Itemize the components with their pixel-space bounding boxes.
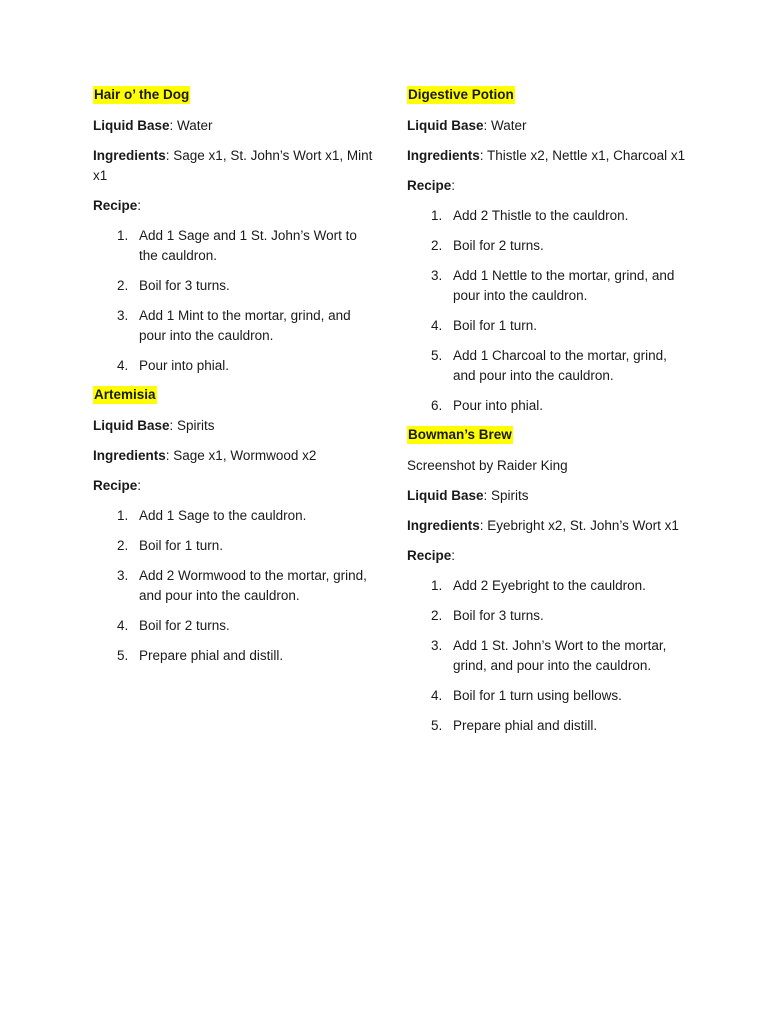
- step-item: [431, 346, 687, 386]
- recipe-label: Recipe: [93, 478, 138, 493]
- recipe-label: Recipe: [93, 198, 138, 213]
- step-number: 3.: [117, 568, 129, 583]
- recipe-title: Artemisia: [94, 387, 156, 402]
- step-item: [117, 566, 373, 606]
- step-number: 3.: [431, 268, 443, 283]
- ingredients-value: Sage x1, Wormwood x2: [173, 448, 317, 463]
- step-item: [117, 226, 373, 266]
- step-item: [431, 716, 687, 736]
- recipe-steps: [93, 506, 373, 666]
- step-number: 4.: [431, 318, 443, 333]
- step-number: 4.: [431, 688, 443, 703]
- liquid-base-value: Water: [177, 118, 213, 133]
- step-text: Add 2 Wormwood to the mortar, grind, and pour into the cauldron.: [139, 568, 367, 603]
- recipe-line: Recipe:: [407, 178, 456, 193]
- step-item: [117, 306, 373, 346]
- ingredients-value: Sage x1, St. John’s Wort x1, Mint x1: [93, 148, 373, 183]
- liquid-base-value: Spirits: [491, 488, 529, 503]
- ingredients-label: Ingredients: [93, 148, 166, 163]
- ingredients-line: Ingredients: Thistle x2, Nettle x1, Charcoal x1: [407, 148, 686, 163]
- step-text: Add 2 Thistle to the cauldron.: [453, 208, 629, 223]
- ingredients-line: Ingredients: Eyebright x2, St. John’s Wort x1: [407, 518, 679, 533]
- step-item: [431, 266, 687, 306]
- step-item: [431, 396, 687, 416]
- step-number: 5.: [431, 348, 443, 363]
- ingredients-label: Ingredients: [407, 518, 480, 533]
- step-text: Boil for 2 turns.: [139, 618, 230, 633]
- step-item: [431, 316, 687, 336]
- liquid-base-line: Liquid Base: Water: [93, 118, 213, 133]
- step-text: Boil for 3 turns.: [453, 608, 544, 623]
- step-item: [117, 646, 373, 666]
- step-number: 2.: [117, 278, 129, 293]
- step-text: Add 1 Nettle to the mortar, grind, and pour into the cauldron.: [453, 268, 675, 303]
- step-number: 2.: [431, 238, 443, 253]
- step-text: Add 2 Eyebright to the cauldron.: [453, 578, 646, 593]
- step-text: Boil for 3 turns.: [139, 278, 230, 293]
- step-item: [431, 576, 687, 596]
- recipe-steps: [93, 226, 373, 376]
- step-text: Boil for 1 turn using bellows.: [453, 688, 622, 703]
- step-text: Add 1 Mint to the mortar, grind, and pour into the cauldron.: [139, 308, 351, 343]
- step-item: [431, 686, 687, 706]
- step-number: 1.: [117, 508, 129, 523]
- recipe-artemisia: [93, 386, 373, 666]
- recipe-title: Bowman’s Brew: [408, 427, 512, 442]
- step-number: 1.: [117, 228, 129, 243]
- step-text: Add 1 Sage and 1 St. John’s Wort to the cauldron.: [139, 228, 357, 263]
- step-item: [117, 356, 373, 376]
- step-text: Prepare phial and distill.: [453, 718, 598, 733]
- step-text: Pour into phial.: [453, 398, 544, 413]
- recipe-line: Recipe:: [93, 198, 142, 213]
- step-text: Add 1 Charcoal to the mortar, grind, and pour into the cauldron.: [453, 348, 667, 383]
- step-number: 5.: [431, 718, 443, 733]
- step-number: 2.: [117, 538, 129, 553]
- step-text: Boil for 1 turn.: [139, 538, 224, 553]
- step-number: 2.: [431, 608, 443, 623]
- step-text: Prepare phial and distill.: [139, 648, 284, 663]
- recipe-label: Recipe: [407, 178, 452, 193]
- liquid-base-label: Liquid Base: [93, 118, 170, 133]
- step-number: 1.: [431, 208, 443, 223]
- step-item: [431, 206, 687, 226]
- recipe-hair-o-the-dog: [93, 86, 373, 376]
- step-text: Boil for 2 turns.: [453, 238, 544, 253]
- liquid-base-value: Water: [491, 118, 527, 133]
- step-item: [431, 236, 687, 256]
- step-text: Add 1 St. John’s Wort to the mortar, grind, and pour into the cauldron.: [453, 638, 667, 673]
- step-number: 4.: [117, 618, 129, 633]
- step-number: 5.: [117, 648, 129, 663]
- liquid-base-value: Spirits: [177, 418, 215, 433]
- liquid-base-label: Liquid Base: [93, 418, 170, 433]
- ingredients-value: Eyebright x2, St. John’s Wort x1: [487, 518, 679, 533]
- liquid-base-label: Liquid Base: [407, 488, 484, 503]
- step-item: [431, 636, 687, 676]
- step-item: [117, 616, 373, 636]
- recipe-steps: [407, 576, 687, 736]
- step-number: 1.: [431, 578, 443, 593]
- recipe-digestive-potion: [407, 86, 687, 416]
- recipe-title: Digestive Potion: [408, 87, 514, 102]
- step-number: 4.: [117, 358, 129, 373]
- recipe-bowmans-brew: [407, 426, 687, 736]
- ingredients-line: Ingredients: Sage x1, St. John’s Wort x1, Mint x1: [93, 148, 373, 183]
- step-number: 6.: [431, 398, 443, 413]
- step-item: [117, 276, 373, 296]
- liquid-base-line: Liquid Base: Water: [407, 118, 527, 133]
- liquid-base-line: Liquid Base: Spirits: [93, 418, 215, 433]
- recipe-steps: [407, 206, 687, 416]
- ingredients-value: Thistle x2, Nettle x1, Charcoal x1: [487, 148, 686, 163]
- recipe-title: Hair o’ the Dog: [94, 87, 190, 102]
- step-text: Add 1 Sage to the cauldron.: [139, 508, 307, 523]
- screenshot-credit: Screenshot by Raider King: [407, 458, 568, 473]
- liquid-base-label: Liquid Base: [407, 118, 484, 133]
- step-number: 3.: [431, 638, 443, 653]
- step-item: [117, 506, 373, 526]
- left-column: [93, 86, 373, 676]
- step-text: Pour into phial.: [139, 358, 230, 373]
- right-column: [407, 86, 687, 746]
- liquid-base-line: Liquid Base: Spirits: [407, 488, 529, 503]
- ingredients-label: Ingredients: [93, 448, 166, 463]
- step-number: 3.: [117, 308, 129, 323]
- ingredients-label: Ingredients: [407, 148, 480, 163]
- step-text: Boil for 1 turn.: [453, 318, 538, 333]
- step-item: [431, 606, 687, 626]
- recipe-line: Recipe:: [93, 478, 142, 493]
- recipe-label: Recipe: [407, 548, 452, 563]
- ingredients-line: Ingredients: Sage x1, Wormwood x2: [93, 448, 317, 463]
- recipe-line: Recipe:: [407, 548, 456, 563]
- step-item: [117, 536, 373, 556]
